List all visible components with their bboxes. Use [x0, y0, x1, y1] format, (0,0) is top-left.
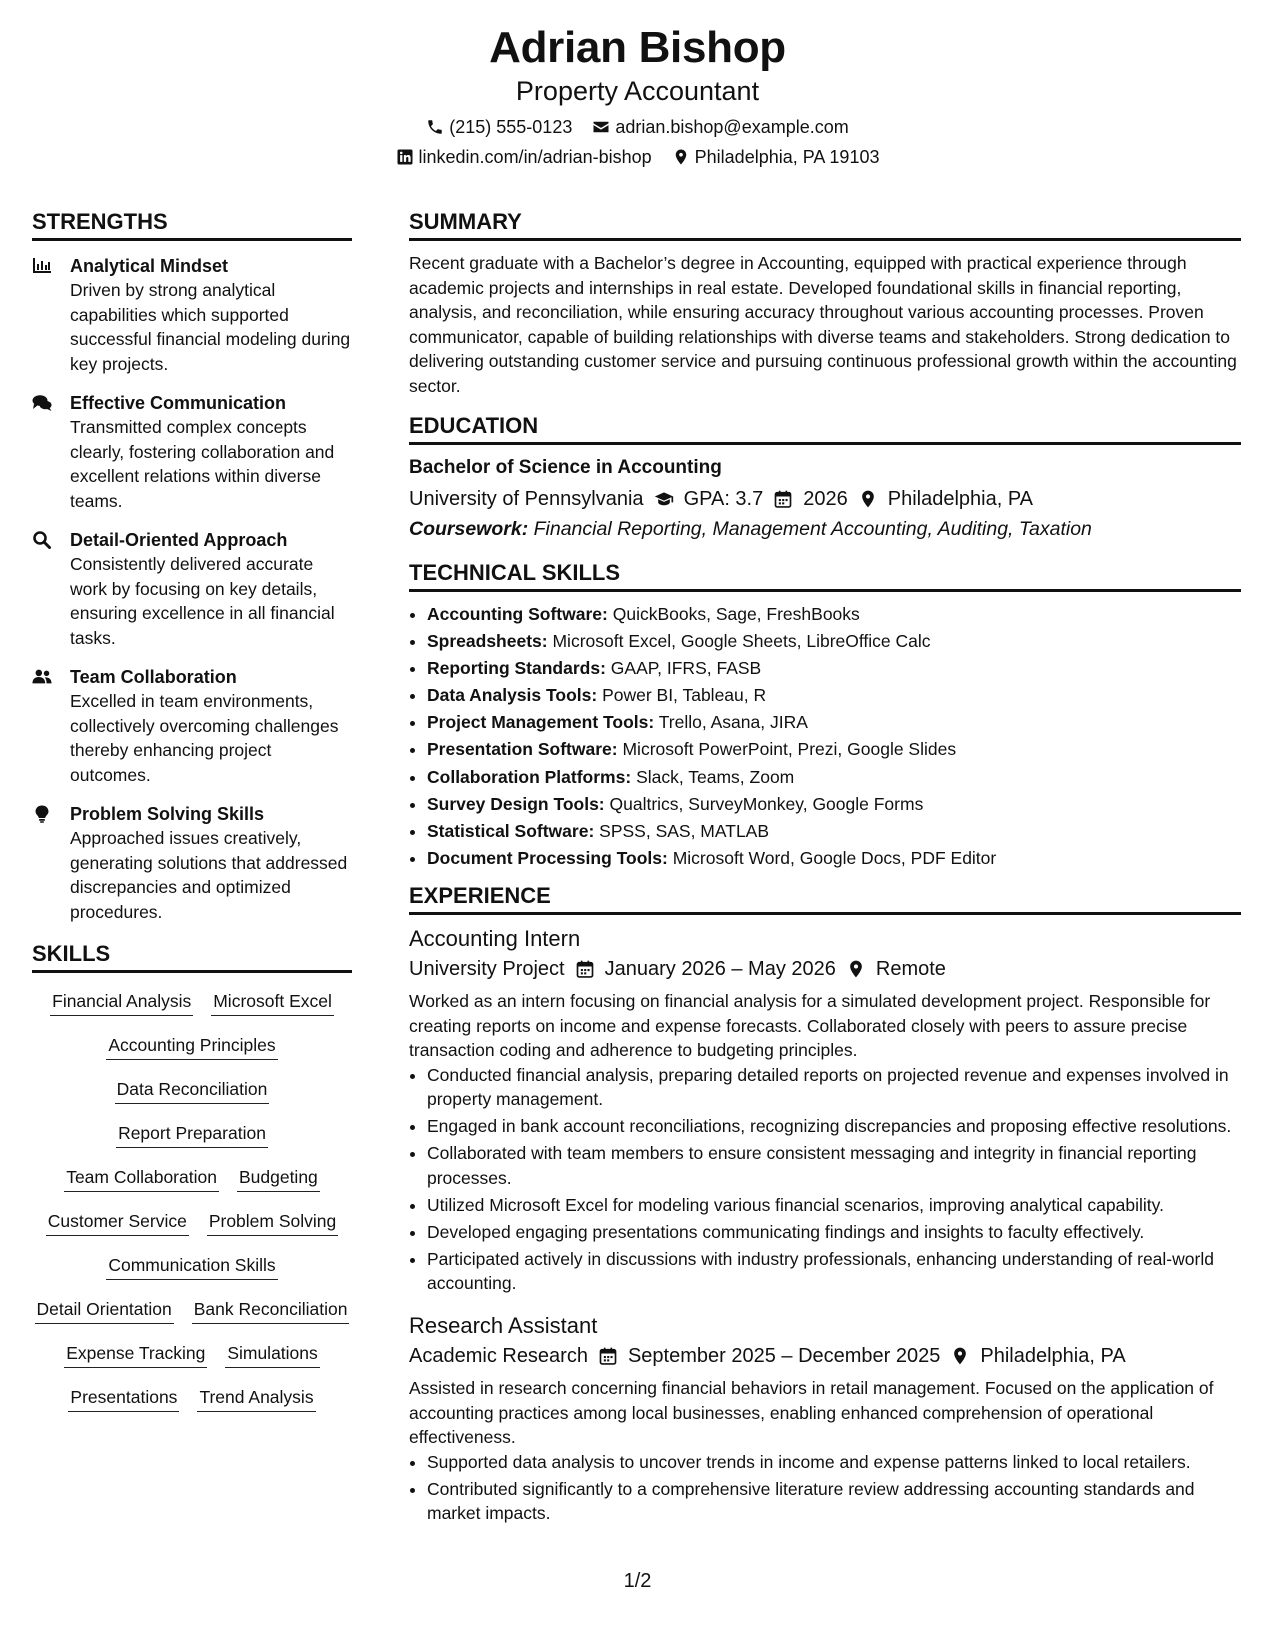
job-bullets	[409, 1450, 1241, 1526]
list-item: • Participated actively in discussions with industry professionals, enhancing understanding of real-world accounting.	[427, 1247, 1241, 1296]
list-item	[427, 656, 1241, 681]
calendar-icon	[575, 959, 595, 979]
list-item: • Developed engaging presentations communicating findings and insights to faculty effectively.	[427, 1220, 1241, 1245]
skill-tag: Microsoft Excel	[211, 989, 334, 1016]
skill-tag: Communication Skills	[106, 1253, 277, 1280]
strength-item	[32, 254, 352, 376]
skill-tag: Financial Analysis	[50, 989, 193, 1016]
job-title: Accounting Intern	[409, 926, 581, 952]
map-pin-icon	[846, 959, 866, 979]
tech-skill-value: Microsoft Excel, Google Sheets, LibreOffice Calc	[552, 631, 931, 652]
contact-location	[672, 146, 880, 168]
left-column	[32, 208, 352, 1412]
list-item	[427, 710, 1241, 735]
tech-skill-value: Microsoft Word, Google Docs, PDF Editor	[672, 847, 997, 868]
magnifier-icon	[32, 528, 56, 650]
skill-tag: Bank Reconciliation	[192, 1297, 350, 1324]
candidate-name: Adrian Bishop	[489, 23, 786, 72]
coursework-text: Financial Reporting, Management Accounting, Auditing, Taxation	[533, 518, 1092, 540]
strengths-list	[32, 251, 352, 924]
skill-tag: Accounting Principles	[106, 1033, 277, 1060]
skill-tag: Report Preparation	[116, 1121, 268, 1148]
calendar-icon	[598, 1346, 618, 1366]
education-school: University of Pennsylvania	[409, 488, 644, 510]
linkedin-text[interactable]: linkedin.com/in/adrian-bishop	[418, 147, 652, 167]
job-meta	[409, 955, 1241, 983]
education-degree: Bachelor of Science in Accounting	[409, 457, 722, 478]
strength-title: Problem Solving Skills	[70, 804, 265, 824]
strength-desc: Approached issues creatively, generating solutions that addressed discrepancies and optimized procedures.	[70, 828, 348, 922]
contact-phone	[426, 116, 572, 138]
job-description: Worked as an intern focusing on financial analysis for a simulated development project. Responsible for creating reports on income and expense forecasts. Collaborated closely with peers to assure precise transaction coding and adherence to budgeting principles.	[409, 991, 1211, 1061]
tech-skill-value: Slack, Teams, Zoom	[636, 766, 795, 787]
list-item	[427, 683, 1241, 708]
skill-tag: Expense Tracking	[64, 1341, 207, 1368]
tech-skill-value: Microsoft PowerPoint, Prezi, Google Slides	[622, 739, 957, 760]
tech-skill-value: GAAP, IFRS, FASB	[610, 658, 762, 679]
tech-skill-label: Spreadsheets:	[427, 631, 548, 652]
job-bullets	[409, 1063, 1241, 1296]
coursework-label: Coursework:	[409, 518, 529, 540]
graduation-cap-icon	[654, 489, 674, 509]
tech-skill-label: Data Analysis Tools:	[427, 685, 598, 706]
email-text[interactable]: adrian.bishop@example.com	[615, 117, 849, 137]
linkedin-icon	[396, 148, 414, 166]
tech-skill-label: Accounting Software:	[427, 604, 608, 624]
education-year: 2026	[803, 488, 848, 510]
education-heading: EDUCATION	[409, 412, 1241, 445]
envelope-icon	[592, 118, 610, 136]
skill-tag: Team Collaboration	[64, 1165, 219, 1192]
map-pin-icon	[672, 148, 690, 166]
strength-desc: Consistently delivered accurate work by focusing on key details, ensuring excellence in all financial tasks.	[70, 554, 335, 648]
list-item	[427, 819, 1241, 844]
education-gpa: GPA: 3.7	[683, 488, 764, 510]
strength-item	[32, 665, 352, 787]
list-item	[427, 602, 1241, 627]
job-location: Philadelphia, PA	[980, 1345, 1126, 1368]
job-org: Academic Research	[409, 1345, 588, 1368]
map-pin-icon	[858, 489, 878, 509]
list-item: • Engaged in bank account reconciliations, recognizing discrepancies and proposing effective resolutions.	[427, 1114, 1241, 1139]
skill-tag: Customer Service	[46, 1209, 189, 1236]
phone-icon	[426, 118, 444, 136]
strength-item	[32, 802, 352, 924]
skill-tag: Data Reconciliation	[115, 1077, 270, 1104]
tech-skill-label: Collaboration Platforms:	[427, 766, 632, 787]
contact-line-1	[0, 116, 1275, 138]
phone-text: (215) 555-0123	[449, 117, 573, 137]
bar-chart-icon	[32, 254, 56, 376]
job-meta	[409, 1342, 1241, 1370]
tech-skill-value: Power BI, Tableau, R	[602, 685, 767, 706]
tech-skill-value: SPSS, SAS, MATLAB	[599, 820, 770, 841]
skills-heading: SKILLS	[32, 940, 352, 973]
summary-text: Recent graduate with a Bachelor’s degree in Accounting, equipped with practical experience through academic projects and internships in real estate. Developed foundational skills in financial reporting, analysis, and reconciliation, while ensuring accuracy throughout various accounting processes. Proven communicator, capable of building relationships with diverse teams and stakeholders. Strong dedication to delivering outstanding customer service and pursuing continuous professional growth within the accounting sector.	[409, 253, 1237, 396]
strength-item	[32, 528, 352, 650]
strength-desc: Transmitted complex concepts clearly, fostering collaboration and excellent relations within diverse teams.	[70, 417, 335, 511]
strength-desc: Excelled in team environments, collectively overcoming challenges thereby enhancing project outcomes.	[70, 691, 339, 785]
tech-skill-label: Document Processing Tools:	[427, 847, 668, 868]
tech-skill-label: Reporting Standards:	[427, 658, 606, 679]
skill-tag: Simulations	[225, 1341, 319, 1368]
resume-header	[0, 22, 1275, 168]
summary-heading: SUMMARY	[409, 208, 1241, 241]
list-item	[427, 737, 1241, 762]
strength-title: Detail-Oriented Approach	[70, 530, 288, 550]
job-entry	[409, 925, 1241, 1296]
right-column	[409, 208, 1241, 1528]
technical-skills-list	[409, 602, 1241, 870]
tech-skill-label: Presentation Software:	[427, 739, 618, 760]
list-item: • Supported data analysis to uncover trends in income and expense patterns linked to local retailers.	[427, 1450, 1241, 1475]
skill-tag: Budgeting	[237, 1165, 320, 1192]
list-item	[427, 629, 1241, 654]
education-meta	[409, 485, 1241, 513]
job-title: Research Assistant	[409, 1313, 598, 1339]
list-item: • Utilized Microsoft Excel for modeling various financial scenarios, improving analytical capability.	[427, 1193, 1241, 1218]
technical-skills-heading: TECHNICAL SKILLS	[409, 559, 1241, 592]
list-item	[427, 792, 1241, 817]
job-dates: January 2026 – May 2026	[604, 958, 836, 981]
skill-tag: Detail Orientation	[35, 1297, 174, 1324]
strength-item	[32, 391, 352, 513]
strength-desc: Driven by strong analytical capabilities which supported successful financial modeling during key projects.	[70, 280, 351, 374]
chat-bubbles-icon	[32, 391, 56, 513]
page-number: 1/2	[623, 1570, 652, 1592]
job-description: Assisted in research concerning financial behaviors in retail management. Focused on the application of accounting practices among local businesses, enabling enhanced comprehension of operational effectiveness.	[409, 1378, 1214, 1448]
job-org: University Project	[409, 958, 565, 981]
location-text: Philadelphia, PA 19103	[694, 147, 880, 167]
tech-skill-value: Trello, Asana, JIRA	[658, 712, 808, 733]
calendar-icon	[773, 489, 793, 509]
users-icon	[32, 665, 56, 787]
contact-line-2	[0, 146, 1275, 168]
tech-skill-value: QuickBooks, Sage, FreshBooks	[612, 604, 860, 624]
education-location: Philadelphia, PA	[887, 488, 1034, 510]
tech-skill-label: Project Management Tools:	[427, 712, 655, 733]
experience-heading: EXPERIENCE	[409, 882, 1241, 915]
list-item: • Conducted financial analysis, preparing detailed reports on projected revenue and expenses involved in property management.	[427, 1063, 1241, 1112]
skill-tag: Presentations	[68, 1385, 179, 1412]
strength-title: Effective Communication	[70, 393, 287, 413]
tech-skill-label: Statistical Software:	[427, 820, 595, 841]
contact-linkedin[interactable]	[396, 146, 652, 168]
list-item: • Contributed significantly to a comprehensive literature review addressing accounting standards and market impacts.	[427, 1477, 1241, 1526]
education-coursework	[409, 515, 1241, 543]
job-dates: September 2025 – December 2025	[627, 1345, 941, 1368]
job-entry	[409, 1312, 1241, 1526]
list-item	[427, 846, 1241, 871]
job-location: Remote	[875, 958, 946, 981]
list-item	[427, 765, 1241, 790]
candidate-title: Property Accountant	[515, 76, 760, 106]
strengths-heading: STRENGTHS	[32, 208, 352, 241]
tech-skill-label: Survey Design Tools:	[427, 793, 605, 814]
list-item: • Collaborated with team members to ensure consistent messaging and integrity in financial reporting processes.	[427, 1141, 1241, 1190]
strength-title: Team Collaboration	[70, 667, 237, 687]
tech-skill-value: Qualtrics, SurveyMonkey, Google Forms	[609, 793, 924, 814]
skills-list	[32, 983, 352, 1412]
strength-title: Analytical Mindset	[70, 256, 229, 276]
skill-tag: Problem Solving	[207, 1209, 338, 1236]
contact-email[interactable]	[592, 116, 848, 138]
skill-tag: Trend Analysis	[197, 1385, 315, 1412]
lightbulb-icon	[32, 802, 56, 924]
map-pin-icon	[950, 1346, 970, 1366]
